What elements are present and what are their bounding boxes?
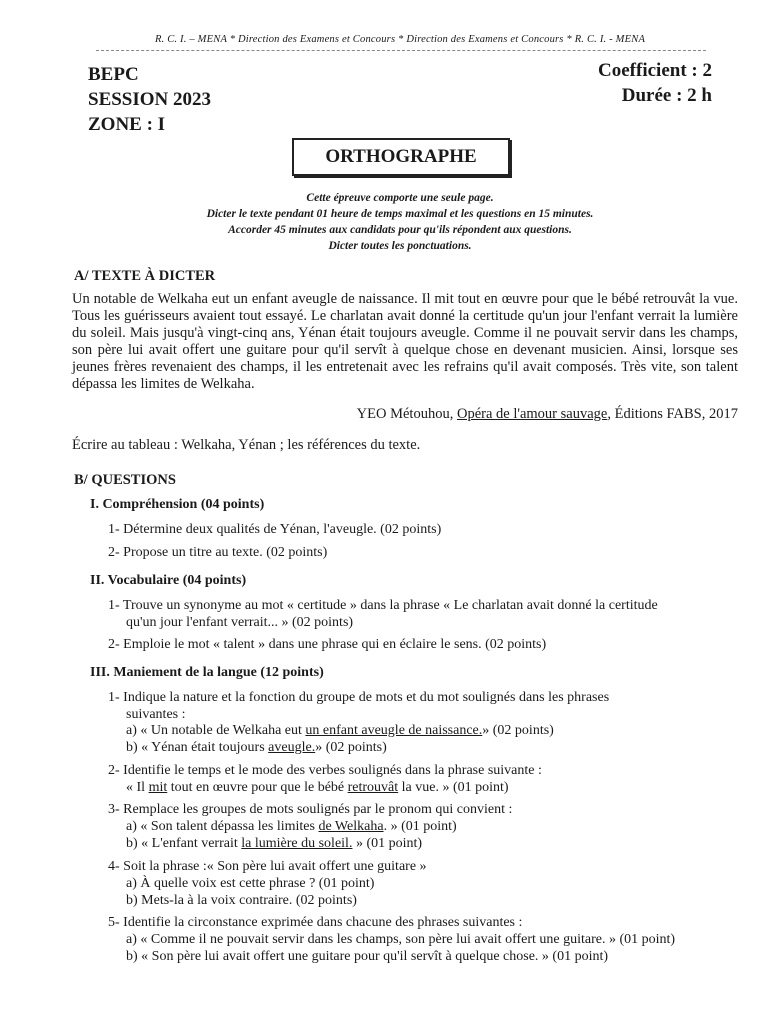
text-segment: » (02 points) bbox=[482, 723, 554, 738]
text-segment: « Il bbox=[126, 780, 149, 795]
question-line bbox=[126, 739, 387, 756]
question-line: 2- Emploie le mot « talent » dans une phrase qui en éclaire le sens. (02 points) bbox=[108, 637, 547, 652]
text-segment: a) « Son talent dépassa les limites bbox=[126, 819, 319, 834]
comprehension-title: I. Compréhension (04 points) bbox=[90, 497, 265, 512]
instruction-line: Cette épreuve comporte une seule page. bbox=[306, 192, 494, 204]
question-line: 5- Identifie la circonstance exprimée dans chacune des phrases suivantes : bbox=[108, 915, 523, 930]
question-line bbox=[126, 722, 554, 739]
text-segment: . » (01 point) bbox=[383, 819, 457, 834]
section-b-heading: B/ QUESTIONS bbox=[74, 472, 176, 488]
instructions bbox=[120, 190, 680, 254]
underlined-segment: mit bbox=[148, 780, 168, 795]
language-title: III. Maniement de la langue (12 points) bbox=[90, 665, 324, 680]
subject-title: ORTHOGRAPHE bbox=[292, 138, 510, 176]
text-segment: la vue. » (01 point) bbox=[398, 780, 509, 795]
text-reference bbox=[357, 406, 738, 423]
question-line: b) « Son père lui avait offert une guitare pour qu'il servît à quelque chose. » (01 point) bbox=[126, 949, 609, 964]
board-instruction: Écrire au tableau : Welkaha, Yénan ; les références du texte. bbox=[72, 437, 421, 453]
reference-title: Opéra de l'amour sauvage bbox=[456, 406, 608, 422]
exam-session: SESSION 2023 bbox=[88, 89, 212, 110]
question-line: 4- Soit la phrase :« Son père lui avait offert une guitare » bbox=[108, 859, 427, 874]
instruction-line: Dicter le texte pendant 01 heure de temps maximal et les questions en 15 minutes. bbox=[206, 208, 594, 220]
instruction-line: Dicter toutes les ponctuations. bbox=[328, 240, 472, 252]
reference-publisher: , Éditions FABS, 2017 bbox=[607, 406, 738, 422]
exam-name: BEPC bbox=[88, 64, 139, 85]
section-a-heading: A/ TEXTE À DICTER bbox=[74, 268, 216, 284]
question-line bbox=[126, 818, 457, 835]
question-line: 3- Remplace les groupes de mots soulignés par le pronom qui convient : bbox=[108, 802, 513, 817]
question-line: 2- Propose un titre au texte. (02 points) bbox=[108, 545, 328, 560]
exam-info bbox=[88, 62, 211, 137]
header-divider bbox=[96, 50, 706, 51]
question-line: a) À quelle voix est cette phrase ? (01 point) bbox=[126, 876, 375, 891]
question-line: suivantes : bbox=[126, 707, 186, 722]
question-line bbox=[126, 835, 422, 852]
question-line: a) « Comme il ne pouvait servir dans les champs, son père lui avait offert une guitare. » (01 point) bbox=[126, 932, 676, 947]
instruction-line: Accorder 45 minutes aux candidats pour qu'ils répondent aux questions. bbox=[228, 224, 572, 236]
dictation-text: Un notable de Welkaha eut un enfant aveugle de naissance. Il mit tout en œuvre pour que le bébé retrouvât la vue. Tous les guérisseurs avaient tout essayé. Le charlatan avait donné la certitude qu'un jour l'enfant verrait la lumière du soleil. Mais jusqu'à vingt-cinq ans, Yénan était toujours aveugle. Comme il ne pouvait servir dans les champs, son père lui avait offert une guitare pour qu'il servît à quelque chose en devenant musicien. Ainsi, lorsque ses jeunes frères revenaient des champs, il les entretenait avec les refrains qu'il avait composés. Très vite, son talent dépassa les limites de Welkaha. bbox=[72, 291, 738, 392]
question-line: 1- Détermine deux qualités de Yénan, l'aveugle. (02 points) bbox=[108, 522, 442, 537]
exam-meta bbox=[598, 58, 712, 108]
exam-zone: ZONE : I bbox=[88, 114, 166, 135]
text-segment: tout en œuvre pour que le bébé bbox=[167, 780, 348, 795]
header-topline: R. C. I. – MENA * Direction des Examens et Concours * Direction des Examens et Concours * R. C. I. - MENA bbox=[154, 34, 646, 45]
underlined-segment: aveugle. bbox=[268, 740, 316, 755]
underlined-segment: un enfant aveugle de naissance. bbox=[305, 723, 483, 738]
question-line: 1- Indique la nature et la fonction du groupe de mots et du mot soulignés dans les phrases bbox=[108, 690, 610, 705]
question-line: 2- Identifie le temps et le mode des verbes soulignés dans la phrase suivante : bbox=[108, 763, 542, 778]
vocabulary-title: II. Vocabulaire (04 points) bbox=[90, 573, 247, 588]
text-segment: b) « L'enfant verrait bbox=[126, 836, 242, 851]
text-segment: a) « Un notable de Welkaha eut bbox=[126, 723, 306, 738]
question-line: qu'un jour l'enfant verrait... » (02 points) bbox=[126, 615, 354, 630]
underlined-segment: de Welkaha bbox=[318, 819, 384, 834]
question-line: 1- Trouve un synonyme au mot « certitude » dans la phrase « Le charlatan avait donné la certitude bbox=[108, 598, 658, 613]
underlined-segment: la lumière du soleil. bbox=[241, 836, 353, 851]
underlined-segment: retrouvât bbox=[347, 780, 399, 795]
text-segment: » (02 points) bbox=[315, 740, 387, 755]
exam-coefficient: Coefficient : 2 bbox=[598, 60, 712, 81]
text-segment: » (01 point) bbox=[352, 836, 423, 851]
exam-duration: Durée : 2 h bbox=[621, 85, 712, 106]
question-line bbox=[126, 779, 509, 796]
text-segment: b) « Yénan était toujours bbox=[126, 740, 269, 755]
question-line: b) Mets-la à la voix contraire. (02 points) bbox=[126, 893, 357, 908]
reference-author: YEO Métouhou, bbox=[356, 406, 454, 422]
